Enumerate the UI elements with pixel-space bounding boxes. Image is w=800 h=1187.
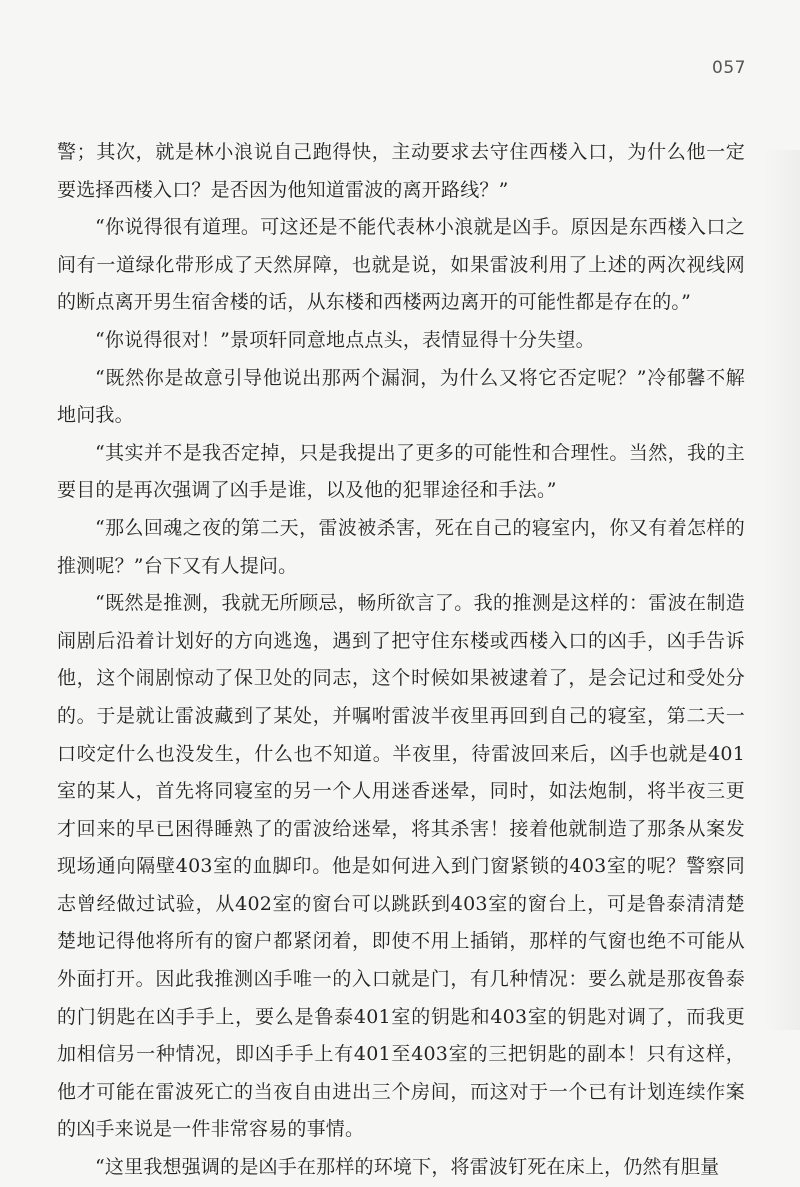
page-number: 057 [712,58,746,78]
paragraph-6: “那么回魂之夜的第二天，雷波被杀害，死在自己的寝室内，你又有着怎样的推测呢？”台下又有人提问。 [57,516,745,577]
paragraph-1: 警；其次，就是林小浪说自己跑得快，主动要求去守住西楼入口，为什么他一定要选择西楼入口？是否因为他知道雷波的离开路线？” [57,141,745,201]
paragraph-7: “既然是推测，我就无所顾忌，畅所欲言了。我的推测是这样的：雷波在制造闹剧后沿着计划好的方向逃逸，遇到了把守住东楼或西楼入口的凶手，凶手告诉他，这个闹剧惊动了保卫处的同志，这个时候如果被逮着了，是会记过和受处分的。于是就让雷波藏到了某处，并嘱咐雷波半夜里再回到自己的寝室，第二天一口咬定什么也没发生，什么也不知道。半夜里，待雷波回来后，凶手也就是401室的某人，首先将同寝室的另一个人用迷香迷晕，同时，如法炮制，将半夜三更才回来的早已困得睡熟了的雷波给迷晕，将其杀害！接着他就制造了那条从案发现场通向隔壁403室的血脚印。他是如何进入到门窗紧锁的403室的呢？警察同志曾经做过试验，从402室的窗台可以跳跃到403室的窗台上，可是鲁泰清清楚楚地记得他将所有的窗户都紧闭着，即使不用上插销，那样的气窗也绝不可能从外面打开。因此我推测凶手唯一的入口就是门，有几种情况：要么就是那夜鲁泰的门钥匙在凶手手上，要么是鲁泰401室的钥匙和403室的钥匙对调了，而我更加相信另一种情况，即凶手手上有401至403室的三把钥匙的副本！只有这样，他才可能在雷波死亡的当夜自由进出三个房间，而这对于一个已有计划连续作案的凶手来说是一件非常容易的事情。 [57,592,745,1141]
paragraph-4: “既然你是故意引导他说出那两个漏洞，为什么又将它否定呢？”冷郁馨不解地问我。 [57,366,745,427]
paragraph-5: “其实并不是我否定掉，只是我提出了更多的可能性和合理性。当然，我的主要目的是再次强调了凶手是谁，以及他的犯罪途径和手法。” [57,441,745,502]
paragraph-3: “你说得很对！”景项轩同意地点点头，表情显得十分失望。 [95,328,595,351]
paragraph-2: “你说得很有道理。可这还是不能代表林小浪就是凶手。原因是东西楼入口之间有一道绿化带形成了天然屏障，也就是说，如果雷波利用了上述的两次视线网的断点离开男生宿舍楼的话，从东楼和西楼两边离开的可能性都是存在的。” [57,216,745,314]
body-text [57,134,745,1187]
page-bleed-shadow [764,150,800,1030]
paragraph-8: “这里我想强调的是凶手在那样的环境下，将雷波钉死在床上，仍然有胆量 [95,1156,720,1179]
